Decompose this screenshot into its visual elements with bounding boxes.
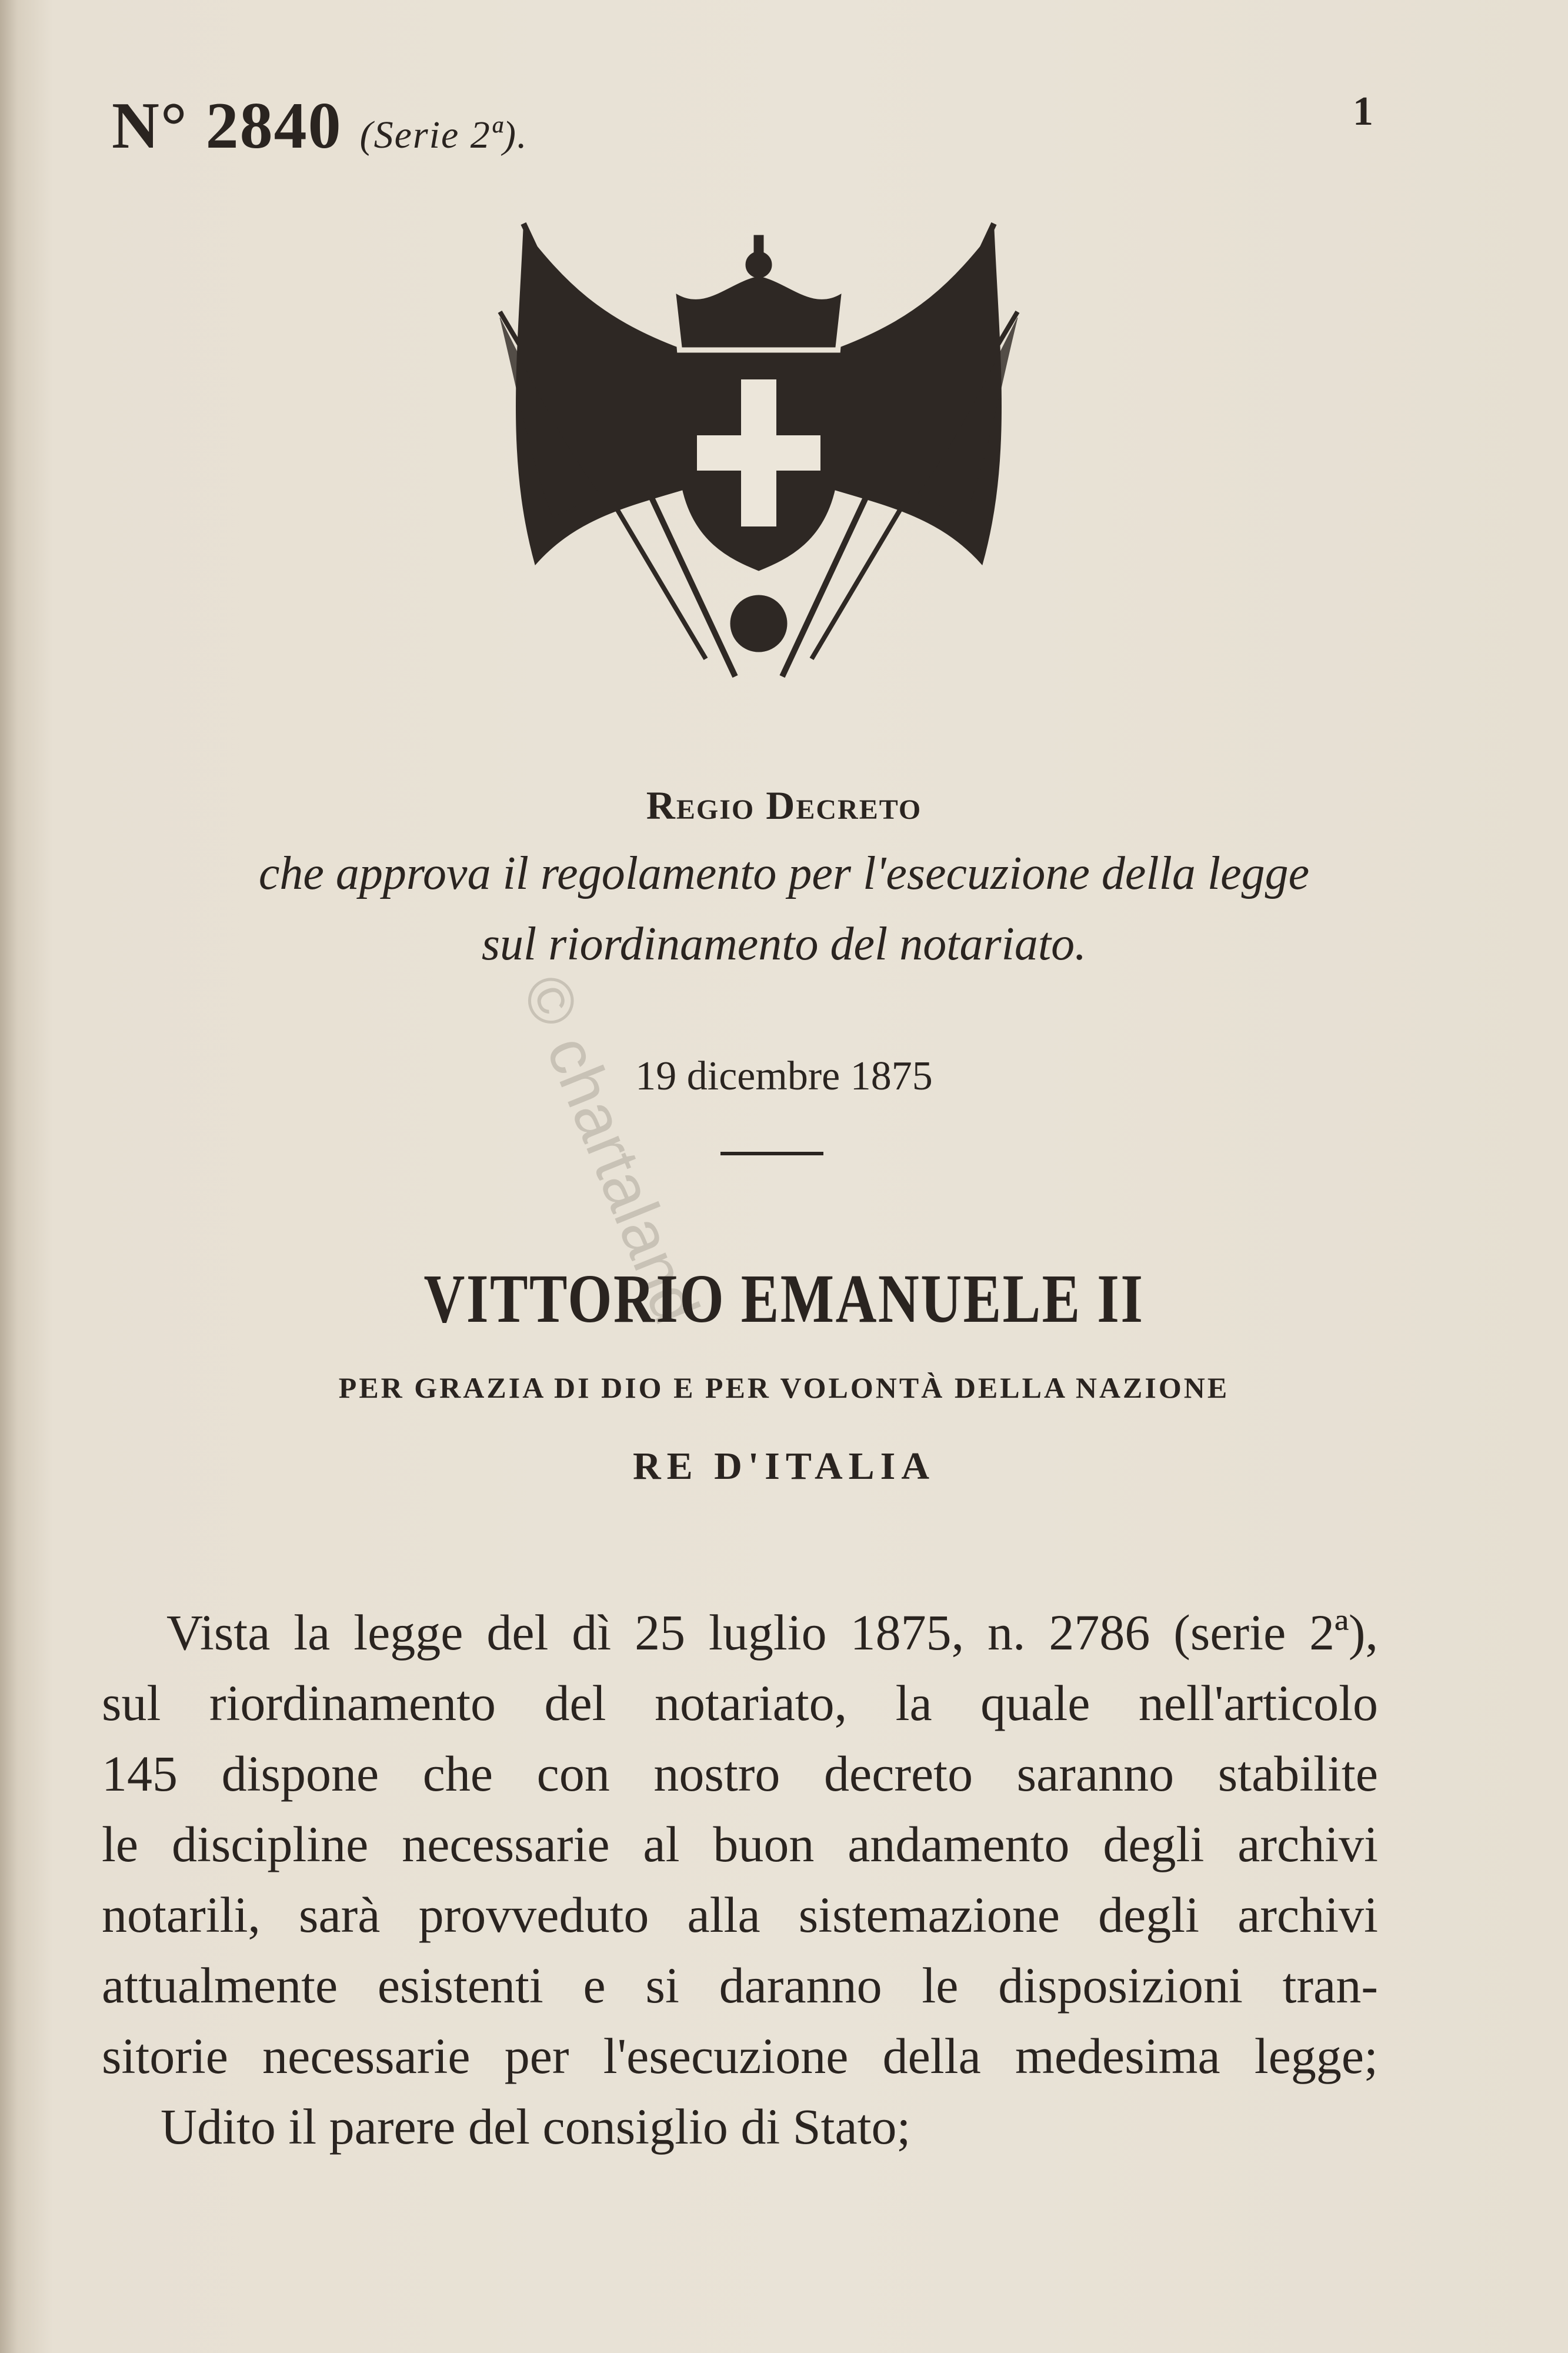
divider bbox=[720, 1152, 823, 1155]
decree-subtitle-line: che approva il regolamento per l'esecuzione della legge bbox=[258, 848, 1310, 899]
decree-body bbox=[102, 1597, 1378, 2162]
decree-number-text: N° 2840 bbox=[112, 89, 342, 162]
decree-number bbox=[112, 88, 528, 164]
body-line: Vista la legge del dì 25 luglio 1875, n. 2786 (serie 2ª), bbox=[166, 1604, 1378, 1661]
page-number: 1 bbox=[1353, 89, 1373, 134]
body-line: attualmente esistenti e si daranno le disposizioni tran- bbox=[102, 1957, 1378, 2014]
body-line: sul riordinamento del notariato, la quale nell'articolo bbox=[102, 1675, 1378, 1731]
sovereign-name: VITTORIO EMANUELE II bbox=[423, 1260, 1145, 1337]
body-line: notarili, sarà provveduto alla sistemazione degli archivi bbox=[102, 1887, 1378, 1943]
series-label: (Serie 2ª). bbox=[359, 114, 528, 156]
watermark: © chartaland bbox=[508, 965, 713, 1334]
decree-subtitle-line: sul riordinamento del notariato. bbox=[481, 918, 1087, 970]
savoy-coat-of-arms-emblem bbox=[482, 212, 1035, 694]
body-line: Udito il parere del consiglio di Stato; bbox=[161, 2098, 911, 2155]
sovereign-formula: PER GRAZIA DI DIO E PER VOLONTÀ DELLA NAZIONE bbox=[338, 1371, 1230, 1404]
decree-date: 19 dicembre 1875 bbox=[635, 1054, 933, 1099]
body-line: sitorie necessarie per l'esecuzione della medesima legge; bbox=[102, 2028, 1378, 2084]
body-line: 145 dispone che con nostro decreto saranno stabilite bbox=[102, 1745, 1378, 1802]
sovereign-title: RE D'ITALIA bbox=[632, 1445, 936, 1488]
body-line: le discipline necessarie al buon andamento degli archivi bbox=[102, 1816, 1378, 1872]
decree-heading: Regio Decreto bbox=[646, 783, 922, 828]
